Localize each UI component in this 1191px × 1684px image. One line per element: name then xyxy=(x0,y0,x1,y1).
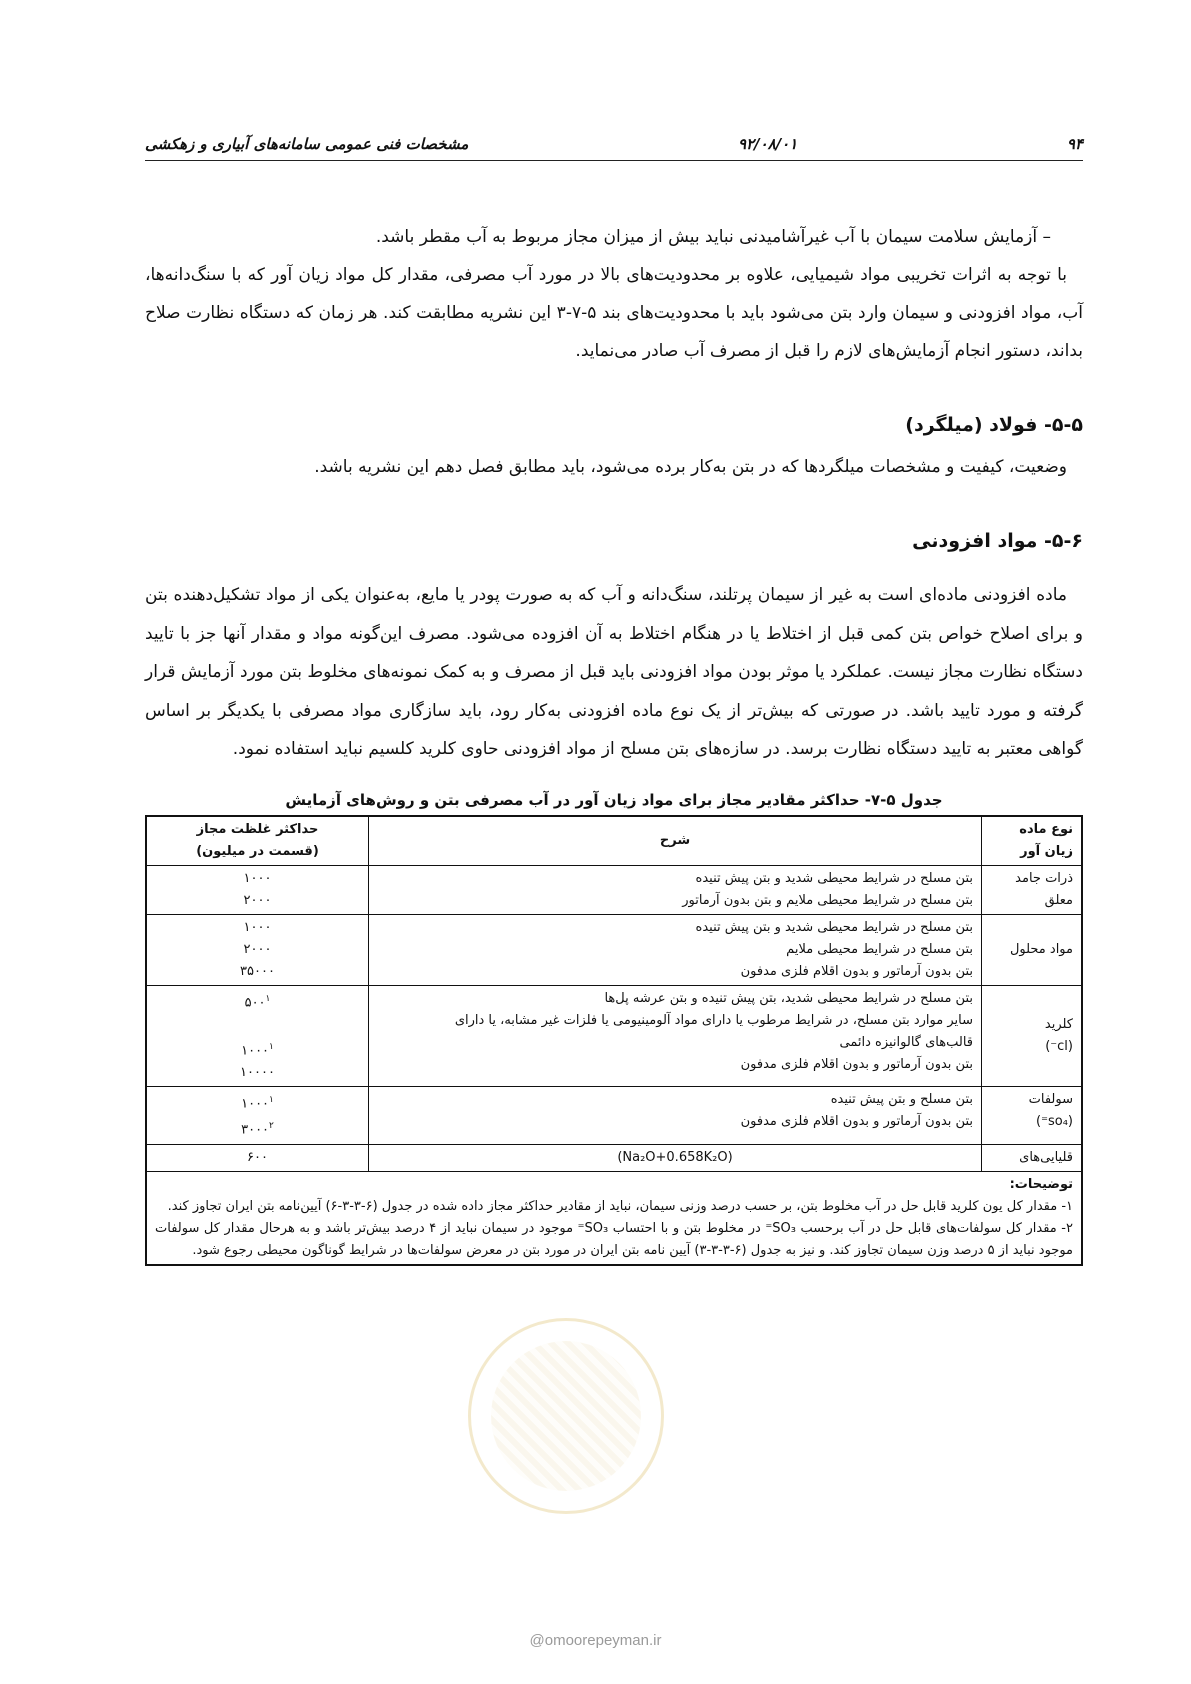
header-type: نوع ماده زیان آور xyxy=(982,816,1083,866)
table-row xyxy=(146,1087,1082,1145)
intro-paragraph: با توجه به اثرات تخریبی مواد شیمیایی، علاوه بر محدودیت‌های بالا در مورد آب مصرفی، مقدار کل مواد زیان آور که با سنگ‌دانه‌ها، آب، مواد افزودنی و سیمان وارد بتن می‌شود باید با محدودیت‌های بند ۵-۷-۳ این نشریه مطابقت کند. هر زمان که دستگاه نظارت صلاح بداند، دستور انجام آزمایش‌های لازم را قبل از مصرف آب صادر می‌نماید. xyxy=(145,265,1083,361)
watermark-seal-pattern xyxy=(491,1341,641,1491)
row-desc: بتن مسلح در شرایط محیطی شدید و بتن پیش تنیده بتن مسلح در شرایط محیطی ملایم و بتن بدون آرماتور xyxy=(369,865,982,914)
row-type: قلیایی‌های xyxy=(982,1144,1083,1171)
table-row xyxy=(146,865,1082,914)
row-type: ذرات جامد معلق xyxy=(982,865,1083,914)
notes-title: توضیحات: xyxy=(1009,1176,1073,1192)
watermark-seal xyxy=(468,1318,664,1514)
row-desc: (Na₂O+0.658K₂O) xyxy=(369,1144,982,1171)
row-desc: بتن مسلح در شرایط محیطی شدید و بتن پیش تنیده بتن مسلح در شرایط محیطی ملایم بتن بدون آرماتور و بدون اقلام فلزی مدفون xyxy=(369,914,982,985)
table-row xyxy=(146,914,1082,985)
table-caption: جدول ۵-۷- حداکثر مقادیر مجاز برای مواد زیان آور در آب مصرفی بتن و روش‌های آزمایش xyxy=(285,790,943,809)
table-header-row xyxy=(146,816,1082,866)
row-max: ۱۰۰۰ ۲۰۰۰ xyxy=(146,865,369,914)
page-content xyxy=(145,218,1083,1266)
row-type: مواد محلول xyxy=(982,914,1083,985)
note-2: ۲- مقدار کل سولفات‌های قابل حل در آب برحسب SO₃⁼ در مخلوط بتن و با احتساب SO₃⁼ موجود در سیمان نباید از ۴ درصد بیش‌تر باشد و به هرحال مقدار کل سولفات موجود نباید از ۵ درصد وزن سیمان تجاوز کند. و نیز به جدول (۶-۳-۳-۳) آیین نامه بتن ایران در مورد بتن در معرض سولفات‌ها در شرایط گوناگون محیطی رجوع شود. xyxy=(155,1220,1073,1258)
section-title-5-5: ۵-۵- فولاد (میلگرد) xyxy=(905,414,1083,436)
section-paragraph-5-6: ماده افزودنی ماده‌ای است به غیر از سیمان پرتلند، سنگ‌دانه و آب که به صورت پودر یا مایع، به‌عنوان یکی از مواد تشکیل‌دهنده بتن و برای اصلاح خواص بتن کمی قبل از اختلاط یا در هنگام اختلاط به آن افزوده می‌شود. مصرف این‌گونه مواد و مقدار آنها جز با تایید دستگاه نظارت مجاز نیست. عملکرد یا موثر بودن مواد افزودنی باید قبل از مصرف و به کمک نمونه‌های مخلوط بتن مورد آزمایش قرار گرفته و مورد تایید باشد. در صورتی که بیش‌تر از یک نوع ماده افزودنی به‌کار رود، باید سازگاری مواد مصرفی با یکدیگر بر اساس گواهی معتبر به تایید دستگاه نظارت برسد. در سازه‌های بتن مسلح از مواد افزودنی حاوی کلرید کلسیم نباید استفاده نمود. xyxy=(145,585,1083,759)
intro-bullet: – آزمایش سلامت سیمان با آب غیرآشامیدنی نباید بیش از میزان مجاز مربوط به آب مقطر باشد. xyxy=(375,227,1051,247)
watermark-url: @omoorepeyman.ir xyxy=(529,1632,662,1649)
header-date: ۹۲/۰۸/۰۱ xyxy=(738,135,798,153)
header-rule xyxy=(145,160,1083,161)
running-header xyxy=(145,133,1083,155)
row-max: ۱۰۰۰ ۲۰۰۰ ۳۵۰۰۰ xyxy=(146,914,369,985)
header-desc: شرح xyxy=(369,816,982,866)
table-notes-row xyxy=(146,1171,1082,1265)
row-desc: بتن مسلح و بتن پیش تنیده بتن بدون آرماتور و بدون اقلام فلزی مدفون xyxy=(369,1087,982,1145)
table-row xyxy=(146,985,1082,1087)
section-paragraph-5-5: وضعیت، کیفیت و مشخصات میلگردها که در بتن به‌کار برده می‌شود، باید مطابق فصل دهم این نشریه باشد. xyxy=(314,457,1067,477)
note-1: ۱- مقدار کل یون کلرید قابل حل در آب مخلوط بتن، بر حسب درصد وزنی سیمان، نباید از مقادیر حداکثر مجاز داده شده در جدول (۶-۳-۳-۶) آیین‌نامه بتن ایران تجاوز کند. xyxy=(167,1198,1073,1214)
row-max: $۵۰۰^۱$ ۱۰۰۰$^۱$ ۱۰۰۰۰ xyxy=(146,985,369,1087)
table-row xyxy=(146,1144,1082,1171)
header-max: حداکثر غلظت مجاز (قسمت در میلیون) xyxy=(146,816,369,866)
section-title-5-6: ۵-۶- مواد افزودنی xyxy=(912,530,1083,552)
harmful-substances-table xyxy=(145,815,1083,1266)
row-type: سولفات (so₄⁼) xyxy=(982,1087,1083,1145)
table-notes xyxy=(146,1171,1082,1265)
row-max: ۱۰۰۰$^۱$ ۳۰۰۰$^۲$ xyxy=(146,1087,369,1145)
header-title: مشخصات فنی عمومی سامانه‌های آبیاری و زهکشی xyxy=(145,135,469,153)
row-type: کلرید (cl⁻) xyxy=(982,985,1083,1087)
page-number: ۹۴ xyxy=(1066,135,1083,153)
row-max: ۶۰۰ xyxy=(146,1144,369,1171)
row-desc: بتن مسلح در شرایط محیطی شدید، بتن پیش تنیده و بتن عرشه پل‌ها سایر موارد بتن مسلح، در شرایط مرطوب یا دارای مواد آلومینیومی یا فلزات غیر مشابه، یا دارای قالب‌های گالوانیزه دائمی بتن بدون آرماتور و بدون اقلام فلزی مدفون xyxy=(369,985,982,1087)
